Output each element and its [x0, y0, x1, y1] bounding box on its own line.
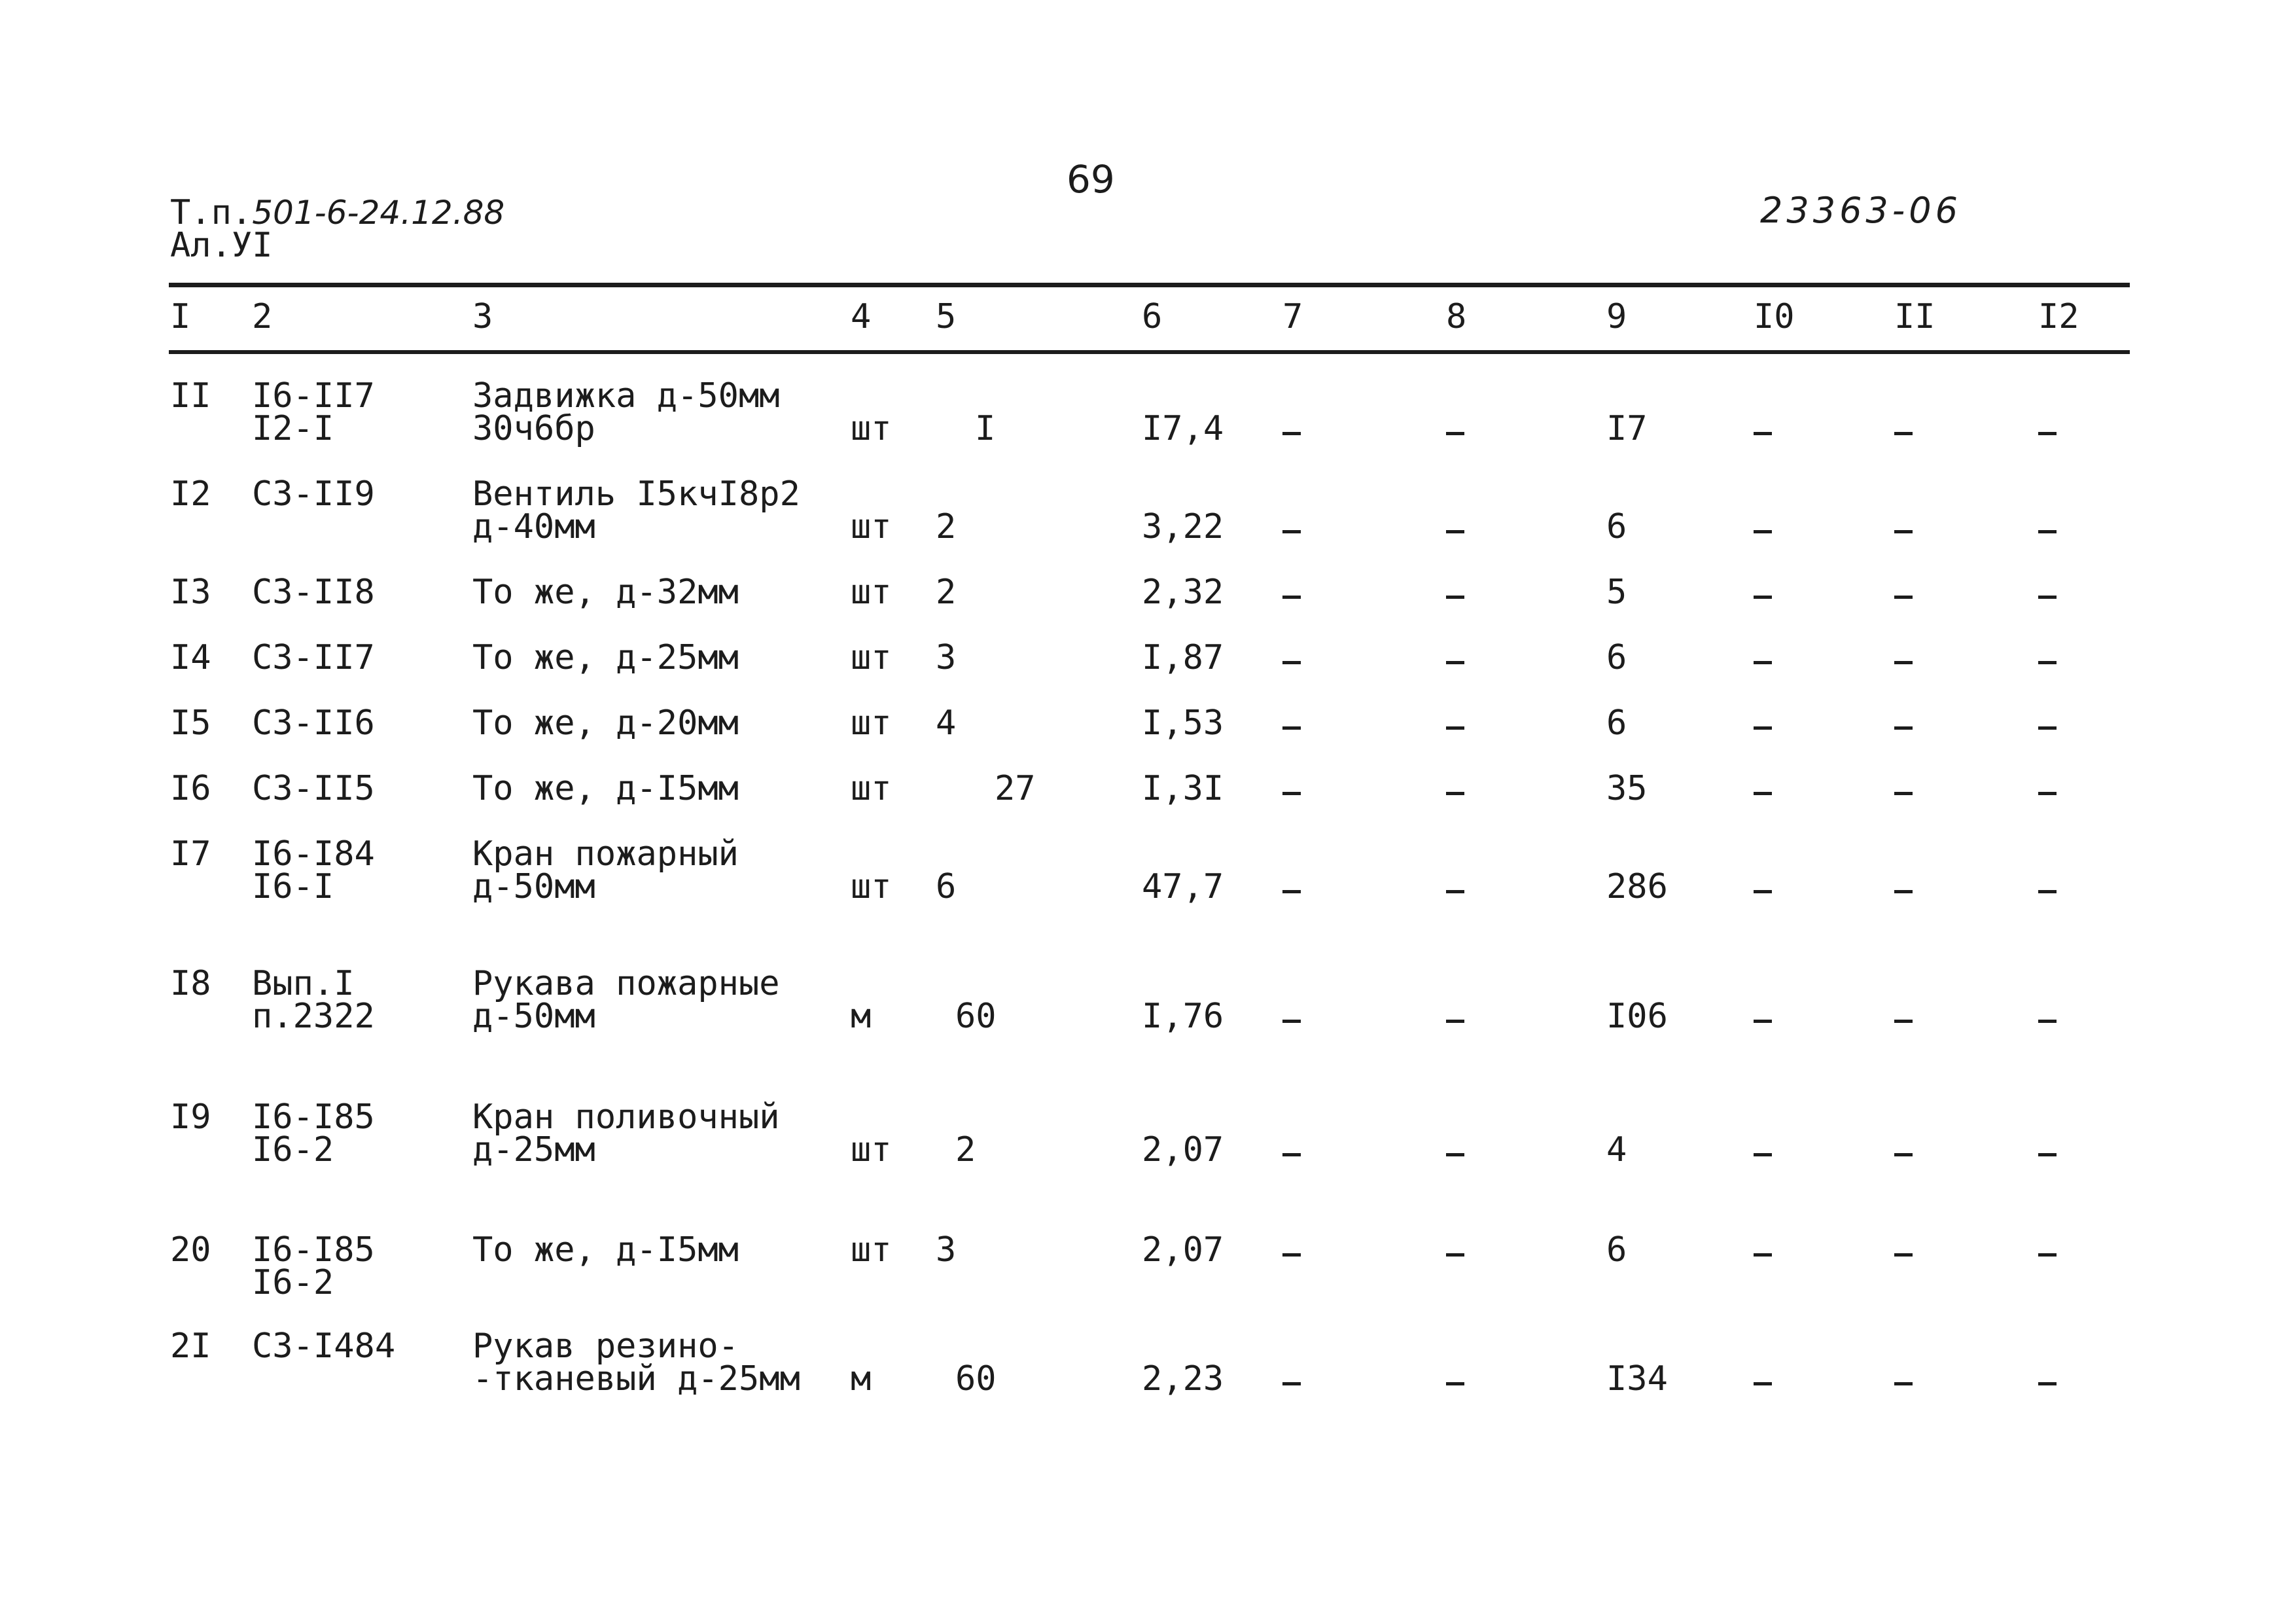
row-number: I5	[170, 704, 211, 743]
row-unit: шт	[851, 769, 892, 808]
row-name-line: То же, д-I5мм	[472, 1230, 739, 1270]
row-code-line: I6-I85	[252, 1097, 375, 1137]
series-label	[170, 193, 505, 265]
column-header-10: I0	[1754, 297, 1795, 336]
row-unit-price: 2,07	[1142, 1230, 1224, 1270]
row-name-line: 30ч6бр	[472, 409, 595, 448]
row-unit: шт	[851, 638, 892, 677]
dash-mark	[1894, 1382, 1913, 1385]
dash-mark	[2038, 1020, 2057, 1023]
row-dash-c11	[1894, 1236, 1913, 1269]
document-code: 23363-06	[1760, 190, 1962, 231]
dash-mark	[1754, 530, 1772, 533]
row-total: 5	[1606, 573, 1627, 612]
column-header-12: I2	[2038, 297, 2079, 336]
row-dash-c7	[1282, 709, 1301, 742]
table-header-rule	[169, 350, 2130, 354]
row-dash-c12	[2038, 1236, 2057, 1269]
row-dash-c10	[1754, 415, 1772, 448]
row-total: I7	[1606, 409, 1648, 448]
dash-mark	[1894, 530, 1913, 533]
dash-mark	[1282, 1382, 1301, 1385]
dash-mark	[1282, 792, 1301, 795]
row-code-line: I2-I	[252, 409, 334, 448]
table-top-rule	[169, 283, 2130, 287]
row-code-line: I6-2	[252, 1263, 334, 1302]
row-code-line: Вып.I	[252, 964, 355, 1003]
row-unit-price: I7,4	[1142, 409, 1224, 448]
row-dash-c8	[1446, 513, 1464, 546]
dash-mark	[2038, 1153, 2057, 1156]
row-dash-c12	[2038, 1365, 2057, 1398]
row-name-line: д-25мм	[472, 1130, 595, 1169]
row-name-line: Рукава пожарные	[472, 964, 780, 1003]
dash-mark	[1754, 432, 1772, 435]
dash-mark	[1754, 1382, 1772, 1385]
dash-mark	[2038, 792, 2057, 795]
dash-mark	[2038, 890, 2057, 893]
row-dash-c12	[2038, 644, 2057, 677]
dash-mark	[1446, 1382, 1464, 1385]
row-dash-c7	[1282, 644, 1301, 677]
row-unit-price: 47,7	[1142, 867, 1224, 906]
row-total: 35	[1606, 769, 1648, 808]
row-number: I7	[170, 834, 211, 874]
row-quantity: I	[975, 409, 996, 448]
dash-mark	[1446, 792, 1464, 795]
dash-mark	[1282, 726, 1301, 730]
row-name-line: То же, д-I5мм	[472, 769, 739, 808]
series-number: 501-6-24.12.88	[252, 194, 505, 232]
row-unit: шт	[851, 507, 892, 546]
row-name-line: Кран поливочный	[472, 1097, 780, 1137]
dash-mark	[1282, 530, 1301, 533]
row-unit-price: I,87	[1142, 638, 1224, 677]
row-dash-c7	[1282, 1136, 1301, 1169]
row-quantity: 60	[955, 997, 997, 1036]
row-code-line: I6-II7	[252, 376, 375, 416]
row-number: I6	[170, 769, 211, 808]
row-dash-c8	[1446, 873, 1464, 906]
row-unit-price: 2,23	[1142, 1359, 1224, 1399]
row-number: I9	[170, 1097, 211, 1137]
row-dash-c7	[1282, 1365, 1301, 1398]
dash-mark	[1446, 661, 1464, 664]
row-code-line: I6-2	[252, 1130, 334, 1169]
column-header-4: 4	[851, 297, 872, 336]
row-name-line: д-40мм	[472, 507, 595, 546]
row-code-line: С3-II9	[252, 474, 375, 514]
row-number: I8	[170, 964, 211, 1003]
row-dash-c12	[2038, 415, 2057, 448]
row-unit-price: 3,22	[1142, 507, 1224, 546]
row-total: I34	[1606, 1359, 1668, 1399]
row-unit-price: 2,32	[1142, 573, 1224, 612]
row-dash-c12	[2038, 775, 2057, 808]
row-unit: шт	[851, 867, 892, 906]
row-dash-c10	[1754, 873, 1772, 906]
dash-mark	[1282, 661, 1301, 664]
row-dash-c7	[1282, 775, 1301, 808]
row-code-line: С3-II6	[252, 704, 375, 743]
dash-mark	[1446, 1153, 1464, 1156]
row-dash-c10	[1754, 1003, 1772, 1035]
dash-mark	[2038, 1253, 2057, 1257]
row-quantity: 3	[936, 638, 957, 677]
row-unit: шт	[851, 1230, 892, 1270]
column-header-1: I	[170, 297, 191, 336]
row-total: 6	[1606, 638, 1627, 677]
row-name-line: То же, д-20мм	[472, 704, 739, 743]
row-code-line: С3-II5	[252, 769, 375, 808]
row-unit: м	[851, 1359, 872, 1399]
row-name-line: Вентиль I5кчI8р2	[472, 474, 800, 514]
row-name-line: Задвижка д-50мм	[472, 376, 780, 416]
row-dash-c7	[1282, 1236, 1301, 1269]
row-total: 6	[1606, 704, 1627, 743]
row-code-line: С3-I484	[252, 1327, 396, 1366]
row-total: 286	[1606, 867, 1668, 906]
row-quantity: 3	[936, 1230, 957, 1270]
row-dash-c12	[2038, 513, 2057, 546]
row-dash-c11	[1894, 1003, 1913, 1035]
dash-mark	[1754, 1020, 1772, 1023]
row-dash-c8	[1446, 1236, 1464, 1269]
row-dash-c10	[1754, 709, 1772, 742]
dash-mark	[1754, 890, 1772, 893]
column-header-5: 5	[936, 297, 957, 336]
row-dash-c11	[1894, 775, 1913, 808]
row-total: 6	[1606, 1230, 1627, 1270]
row-dash-c11	[1894, 709, 1913, 742]
dash-mark	[1446, 890, 1464, 893]
row-dash-c10	[1754, 513, 1772, 546]
row-number: 2I	[170, 1327, 211, 1366]
row-quantity: 6	[936, 867, 957, 906]
row-dash-c8	[1446, 579, 1464, 611]
dash-mark	[2038, 1382, 2057, 1385]
row-code-line: С3-II7	[252, 638, 375, 677]
dash-mark	[1754, 1253, 1772, 1257]
row-dash-c8	[1446, 775, 1464, 808]
row-number: 20	[170, 1230, 211, 1270]
dash-mark	[1282, 890, 1301, 893]
dash-mark	[1894, 1253, 1913, 1257]
row-code-line: С3-II8	[252, 573, 375, 612]
row-name-line: Кран пожарный	[472, 834, 739, 874]
column-header-7: 7	[1282, 297, 1303, 336]
row-quantity: 2	[936, 507, 957, 546]
dash-mark	[1894, 1020, 1913, 1023]
row-number: I4	[170, 638, 211, 677]
row-total: 6	[1606, 507, 1627, 546]
row-dash-c12	[2038, 579, 2057, 611]
row-dash-c8	[1446, 415, 1464, 448]
row-dash-c7	[1282, 1003, 1301, 1035]
dash-mark	[1894, 890, 1913, 893]
dash-mark	[1754, 726, 1772, 730]
dash-mark	[1282, 596, 1301, 599]
row-dash-c8	[1446, 1003, 1464, 1035]
row-quantity: 4	[936, 704, 957, 743]
row-dash-c12	[2038, 1003, 2057, 1035]
row-total: 4	[1606, 1130, 1627, 1169]
dash-mark	[1894, 432, 1913, 435]
row-quantity: 2	[955, 1130, 976, 1169]
row-dash-c7	[1282, 415, 1301, 448]
row-dash-c10	[1754, 1136, 1772, 1169]
page-number: 69	[1067, 157, 1115, 202]
dash-mark	[1282, 1020, 1301, 1023]
row-unit-price: I,53	[1142, 704, 1224, 743]
row-dash-c10	[1754, 1365, 1772, 1398]
dash-mark	[1894, 661, 1913, 664]
row-number: II	[170, 376, 211, 416]
column-header-2: 2	[252, 297, 273, 336]
row-dash-c10	[1754, 644, 1772, 677]
dash-mark	[1446, 1020, 1464, 1023]
dash-mark	[1894, 596, 1913, 599]
row-name-line: Рукав резино-	[472, 1327, 739, 1366]
dash-mark	[1754, 596, 1772, 599]
row-dash-c8	[1446, 1136, 1464, 1169]
row-dash-c11	[1894, 579, 1913, 611]
column-header-3: 3	[472, 297, 493, 336]
row-dash-c11	[1894, 644, 1913, 677]
column-header-11: II	[1894, 297, 1935, 336]
row-dash-c7	[1282, 873, 1301, 906]
row-unit: м	[851, 997, 872, 1036]
row-dash-c11	[1894, 873, 1913, 906]
dash-mark	[1894, 792, 1913, 795]
row-dash-c12	[2038, 873, 2057, 906]
row-unit: шт	[851, 704, 892, 743]
dash-mark	[1894, 1153, 1913, 1156]
dash-mark	[2038, 530, 2057, 533]
row-dash-c8	[1446, 644, 1464, 677]
dash-mark	[2038, 726, 2057, 730]
dash-mark	[1754, 1153, 1772, 1156]
dash-mark	[1446, 596, 1464, 599]
dash-mark	[2038, 432, 2057, 435]
dash-mark	[1446, 530, 1464, 533]
row-dash-c11	[1894, 1136, 1913, 1169]
row-code-line: I6-I	[252, 867, 334, 906]
row-unit: шт	[851, 573, 892, 612]
dash-mark	[1282, 1253, 1301, 1257]
column-header-6: 6	[1142, 297, 1163, 336]
dash-mark	[1754, 661, 1772, 664]
row-name-line: То же, д-25мм	[472, 638, 739, 677]
dash-mark	[1754, 792, 1772, 795]
row-dash-c12	[2038, 1136, 2057, 1169]
row-dash-c10	[1754, 775, 1772, 808]
row-code-line: I6-I84	[252, 834, 375, 874]
dash-mark	[1894, 726, 1913, 730]
row-name-line: д-50мм	[472, 867, 595, 906]
dash-mark	[1446, 1253, 1464, 1257]
row-unit: шт	[851, 409, 892, 448]
row-unit: шт	[851, 1130, 892, 1169]
dash-mark	[1446, 726, 1464, 730]
row-dash-c8	[1446, 1365, 1464, 1398]
row-quantity: 60	[955, 1359, 997, 1399]
row-unit-price: I,76	[1142, 997, 1224, 1036]
row-number: I3	[170, 573, 211, 612]
row-dash-c11	[1894, 415, 1913, 448]
dash-mark	[2038, 596, 2057, 599]
row-dash-c7	[1282, 579, 1301, 611]
row-name-line: д-50мм	[472, 997, 595, 1036]
row-dash-c10	[1754, 579, 1772, 611]
row-dash-c11	[1894, 1365, 1913, 1398]
row-name-line: То же, д-32мм	[472, 573, 739, 612]
row-unit-price: I,3I	[1142, 769, 1224, 808]
series-prefix: Т.п.	[170, 193, 253, 232]
dash-mark	[1446, 432, 1464, 435]
dash-mark	[1282, 432, 1301, 435]
row-dash-c10	[1754, 1236, 1772, 1269]
row-dash-c11	[1894, 513, 1913, 546]
row-total: I06	[1606, 997, 1668, 1036]
row-quantity: 27	[995, 769, 1036, 808]
dash-mark	[2038, 661, 2057, 664]
dash-mark	[1282, 1153, 1301, 1156]
row-code-line: п.2322	[252, 997, 375, 1036]
row-dash-c8	[1446, 709, 1464, 742]
column-header-8: 8	[1446, 297, 1467, 336]
row-number: I2	[170, 474, 211, 514]
row-name-line: -тканевый д-25мм	[472, 1359, 800, 1399]
row-code-line: I6-I85	[252, 1230, 375, 1270]
album-label: Ал.УI	[170, 226, 273, 265]
row-unit-price: 2,07	[1142, 1130, 1224, 1169]
row-dash-c12	[2038, 709, 2057, 742]
column-header-9: 9	[1606, 297, 1627, 336]
row-quantity: 2	[936, 573, 957, 612]
row-dash-c7	[1282, 513, 1301, 546]
